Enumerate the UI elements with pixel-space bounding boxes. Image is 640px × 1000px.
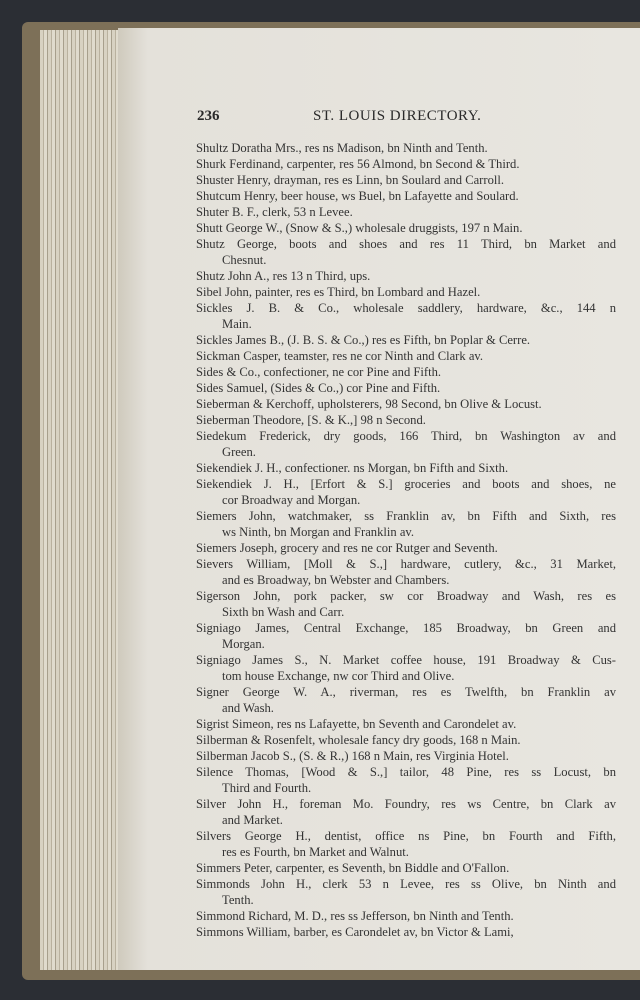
entry-line: Simmons William, barber, es Carondelet av, bn Victor & Lami, <box>196 925 514 939</box>
entry-continuation-line: and Wash. <box>222 701 274 715</box>
running-title: ST. LOUIS DIRECTORY. <box>313 108 482 124</box>
entry-line: Sides Samuel, (Sides & Co.,) cor Pine and Fifth. <box>196 381 441 395</box>
directory-entry <box>196 556 616 588</box>
entry-line: Shutz John A., res 13 n Third, ups. <box>196 269 371 283</box>
directory-entry <box>196 204 616 220</box>
entry-line: Signiago James, Central Exchange, 185 Broadway, bn Green and <box>196 621 616 635</box>
directory-entry <box>196 220 616 236</box>
entry-line: Simmers Peter, carpenter, es Seventh, bn Biddle and O'Fallon. <box>196 861 510 875</box>
entry-continuation-line: res es Fourth, bn Market and Walnut. <box>222 845 409 859</box>
directory-entry <box>196 460 616 476</box>
entry-continuation-line: Chesnut. <box>222 253 267 267</box>
entry-line: Sickles James B., (J. B. S. & Co.,) res es Fifth, bn Poplar & Cerre. <box>196 333 531 347</box>
directory-entry <box>196 476 616 508</box>
entry-line: Siekendiek J. H., confectioner. ns Morgan, bn Fifth and Sixth. <box>196 461 509 475</box>
entry-line: Sickman Casper, teamster, res ne cor Ninth and Clark av. <box>196 349 484 363</box>
directory-entry <box>196 396 616 412</box>
directory-entry <box>196 284 616 300</box>
entry-continuation-line: Third and Fourth. <box>222 781 312 795</box>
directory-entry <box>196 732 616 748</box>
entry-continuation-line: and es Broadway, bn Webster and Chambers. <box>222 573 450 587</box>
directory-entry <box>196 748 616 764</box>
entry-line: Shutcum Henry, beer house, ws Buel, bn Lafayette and Soulard. <box>196 189 519 203</box>
entry-line: Shuster Henry, drayman, res es Linn, bn Soulard and Carroll. <box>196 173 505 187</box>
entry-line: Siekendiek J. H., [Erfort & S.] groceries and boots and shoes, ne <box>196 477 616 491</box>
entry-line: Sieberman & Kerchoff, upholsterers, 98 Second, bn Olive & Locust. <box>196 397 542 411</box>
entry-continuation-line: tom house Exchange, nw cor Third and Olive. <box>222 669 455 683</box>
entry-continuation-line: Tenth. <box>222 893 254 907</box>
entry-line: Shurk Ferdinand, carpenter, res 56 Almond, bn Second & Third. <box>196 157 520 171</box>
entry-line: Silvers George H., dentist, office ns Pine, bn Fourth and Fifth, <box>196 829 616 843</box>
entry-continuation-line: Sixth bn Wash and Carr. <box>222 605 345 619</box>
entry-line: Sievers William, [Moll & S.,] hardware, cutlery, &c., 31 Market, <box>196 557 616 571</box>
directory-entry <box>196 588 616 620</box>
entry-line: Signer George W. A., riverman, res es Twelfth, bn Franklin av <box>196 685 616 699</box>
directory-entry <box>196 716 616 732</box>
entry-line: Silberman Jacob S., (S. & R.,) 168 n Main, res Virginia Hotel. <box>196 749 509 763</box>
page-number: 236 <box>197 108 220 124</box>
entry-line: Sieberman Theodore, [S. & K.,] 98 n Second. <box>196 413 426 427</box>
entry-continuation-line: cor Broadway and Morgan. <box>222 493 361 507</box>
directory-entry <box>196 268 616 284</box>
entry-line: Shuter B. F., clerk, 53 n Levee. <box>196 205 353 219</box>
directory-entry <box>196 684 616 716</box>
entry-line: Sigrist Simeon, res ns Lafayette, bn Seventh and Carondelet av. <box>196 717 517 731</box>
page-edges <box>40 30 130 970</box>
entry-line: Shultz Doratha Mrs., res ns Madison, bn Ninth and Tenth. <box>196 141 488 155</box>
entry-line: Shutz George, boots and shoes and res 11 Third, bn Market and <box>196 237 616 251</box>
directory-entry <box>196 924 616 940</box>
directory-entry <box>196 300 616 332</box>
entry-line: Sides & Co., confectioner, ne cor Pine and Fifth. <box>196 365 442 379</box>
directory-entry <box>196 764 616 796</box>
entry-continuation-line: and Market. <box>222 813 283 827</box>
entry-continuation-line: Main. <box>222 317 252 331</box>
directory-entry <box>196 156 616 172</box>
entry-continuation-line: Green. <box>222 445 256 459</box>
directory-entry <box>196 540 616 556</box>
directory-entry <box>196 140 616 156</box>
directory-entry <box>196 860 616 876</box>
entry-line: Signiago James S., N. Market coffee house, 191 Broadway & Cus- <box>196 653 616 667</box>
directory-entry <box>196 652 616 684</box>
directory-entries <box>196 140 616 940</box>
directory-entry <box>196 796 616 828</box>
entry-line: Silver John H., foreman Mo. Foundry, res ws Centre, bn Clark av <box>196 797 616 811</box>
entry-line: Sibel John, painter, res es Third, bn Lombard and Hazel. <box>196 285 481 299</box>
directory-entry <box>196 508 616 540</box>
entry-line: Sickles J. B. & Co., wholesale saddlery, hardware, &c., 144 n <box>196 301 616 315</box>
directory-entry <box>196 908 616 924</box>
directory-entry <box>196 828 616 860</box>
entry-line: Simmonds John H., clerk 53 n Levee, res ss Olive, bn Ninth and <box>196 877 616 891</box>
directory-entry <box>196 188 616 204</box>
directory-entry <box>196 620 616 652</box>
directory-entry <box>196 348 616 364</box>
entry-line: Siemers John, watchmaker, ss Franklin av, bn Fifth and Sixth, res <box>196 509 616 523</box>
entry-line: Silberman & Rosenfelt, wholesale fancy dry goods, 168 n Main. <box>196 733 521 747</box>
entry-line: Siemers Joseph, grocery and res ne cor Rutger and Seventh. <box>196 541 498 555</box>
directory-entry <box>196 332 616 348</box>
directory-entry <box>196 412 616 428</box>
directory-entry <box>196 172 616 188</box>
entry-continuation-line: ws Ninth, bn Morgan and Franklin av. <box>222 525 415 539</box>
directory-entry <box>196 364 616 380</box>
entry-line: Siedekum Frederick, dry goods, 166 Third, bn Washington av and <box>196 429 616 443</box>
directory-entry <box>196 380 616 396</box>
directory-entry <box>196 876 616 908</box>
page-header <box>197 108 615 126</box>
entry-continuation-line: Morgan. <box>222 637 265 651</box>
entry-line: Simmond Richard, M. D., res ss Jefferson, bn Ninth and Tenth. <box>196 909 514 923</box>
directory-entry <box>196 428 616 460</box>
directory-entry <box>196 236 616 268</box>
entry-line: Sigerson John, pork packer, sw cor Broadway and Wash, res es <box>196 589 616 603</box>
entry-line: Shutt George W., (Snow & S.,) wholesale druggists, 197 n Main. <box>196 221 523 235</box>
entry-line: Silence Thomas, [Wood & S.,] tailor, 48 Pine, res ss Locust, bn <box>196 765 616 779</box>
